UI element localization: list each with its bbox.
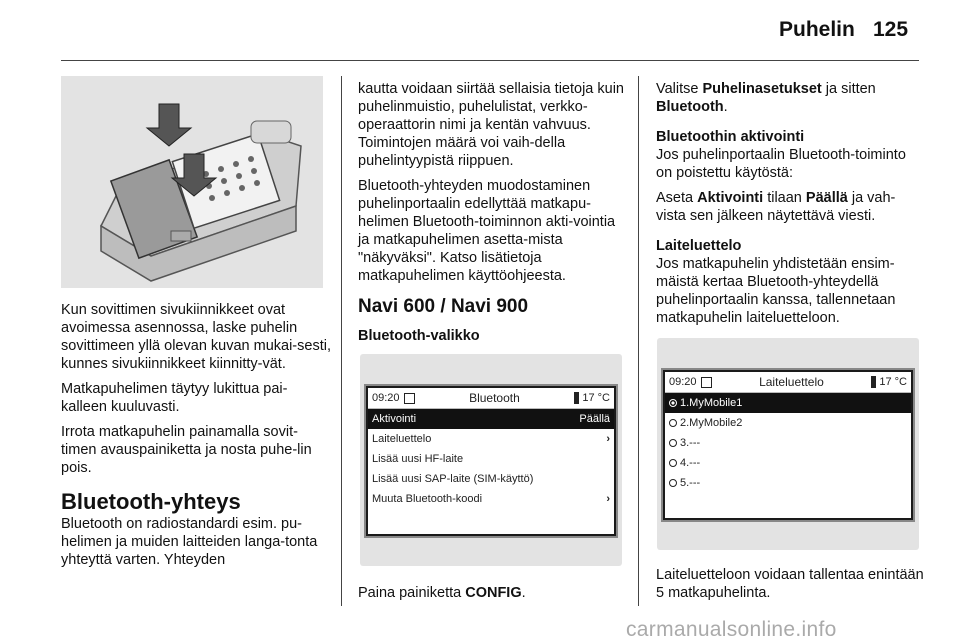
page-header-title: Puhelin (779, 18, 855, 41)
column-divider-2 (638, 76, 639, 606)
device-item-4[interactable]: 4.--- (665, 453, 911, 473)
paragraph-set-activation: Aseta Aktivointi tilaan Päällä ja vah-vista sen jälkeen näytettävä viesti. (656, 190, 896, 224)
paragraph-max-devices: Laiteluetteloon voidaan tallentaa enintään 5 matkapuhelinta. (656, 567, 924, 601)
connected-icon (701, 377, 712, 388)
clock: 09:20 (372, 392, 400, 404)
screen-title: Laiteluettelo (759, 375, 824, 389)
heading-device-list: Laiteluettelo (656, 238, 742, 254)
paragraph-select-settings: Valitse Puhelinasetukset ja sitten Bluetooth. (656, 81, 876, 115)
chevron-right-icon: › (606, 493, 610, 505)
screen-status-bar (368, 388, 614, 409)
paragraph-device-list: Jos matkapuhelin yhdistetään ensim-mäistä kertaa Bluetooth-yhteydellä puhelinportaalin kanssa, tallennetaan matkapuhelin laiteluetteloon. (656, 256, 896, 326)
menu-item-add-sap-device[interactable]: Lisää uusi SAP-laite (SIM-käyttö) (372, 473, 534, 485)
menu-item-activation[interactable]: Aktivointi Päällä (368, 409, 614, 429)
temperature: 17 °C (879, 376, 907, 388)
paragraph-press-config: Paina painiketta CONFIG. (358, 585, 526, 601)
paragraph-bluetooth-setup: Bluetooth-yhteyden muodostaminen puhelinportaalin edellyttää matkapu-helimen Bluetooth-toiminnon akti-vointia ja matkapuhelimen asetta-mista "näkyväksi". Katso lisätietoja matkapuhelimen käyttöohjeesta. (358, 178, 616, 284)
menu-item-device-list[interactable]: Laiteluettelo › (372, 433, 610, 445)
bluetooth-menu-figure (360, 354, 622, 566)
menu-item-add-hf-device[interactable]: Lisää uusi HF-laite (372, 453, 464, 465)
device-list-figure (657, 338, 919, 550)
radio-icon (669, 439, 677, 447)
thermometer-icon (871, 376, 876, 388)
column-divider-1 (341, 76, 342, 606)
temperature: 17 °C (582, 392, 610, 404)
chevron-right-icon: › (606, 433, 610, 445)
heading-bluetooth-activation: Bluetoothin aktivointi (656, 129, 805, 145)
paragraph-bluetooth-intro: Bluetooth on radiostandardi esim. pu-helimen ja muiden laitteiden langa-tonta yhteyttä varten. Yhteyden (61, 516, 318, 568)
menu-item-change-code[interactable]: Muuta Bluetooth-koodi › (372, 493, 610, 505)
radio-selected-icon (669, 399, 677, 407)
screen-title: Bluetooth (469, 391, 520, 405)
paragraph-remove-phone: Irrota matkapuhelin painamalla sovit-timen avauspainiketta ja nosta puhe-lin pois. (61, 424, 312, 476)
phone-holder-icon (61, 76, 323, 288)
radio-icon (669, 459, 677, 467)
device-item-5[interactable]: 5.--- (665, 473, 911, 493)
radio-icon (669, 479, 677, 487)
page-number: 125 (873, 18, 909, 41)
device-item-3[interactable]: 3.--- (665, 433, 911, 453)
paragraph-mount-phone: Kun sovittimen sivukiinnikkeet ovat avoimessa asennossa, laske puhelin sovittimeen yllä olevan kuvan mukai-sesti, kunnes sivukiinnikkeet kiinnitty-vät. (61, 302, 331, 372)
screen-status-bar (665, 372, 911, 393)
heading-bluetooth-connection: Bluetooth-yhteys (61, 489, 241, 514)
config-button-label: CONFIG (465, 585, 522, 601)
watermark: carmanualsonline.info (626, 618, 837, 641)
phone-holder-illustration (61, 76, 323, 288)
thermometer-icon (574, 392, 579, 404)
connected-icon (404, 393, 415, 404)
radio-icon (669, 419, 677, 427)
heading-navi-600-900: Navi 600 / Navi 900 (358, 296, 529, 317)
paragraph-data-transfer: kautta voidaan siirtää sellaisia tietoja kuin puhelinmuistio, puhelulistat, verkko-operaattorin nimi ja kentän vahvuus. Toimintojen määrä voi vaih-della puhelintyypistä riippuen. (358, 81, 624, 169)
paragraph-disabled: Jos puhelinportaalin Bluetooth-toiminto on poistettu käytöstä: (656, 147, 906, 181)
device-item-1[interactable]: 1.MyMobile1 (665, 393, 911, 413)
clock: 09:20 (669, 376, 697, 388)
heading-bluetooth-menu: Bluetooth-valikko (358, 328, 480, 344)
device-item-2[interactable]: 2.MyMobile2 (665, 413, 911, 433)
header-rule (61, 60, 919, 61)
paragraph-lock-phone: Matkapuhelimen täytyy lukittua pai-kalleen kuuluvasti. (61, 381, 288, 415)
